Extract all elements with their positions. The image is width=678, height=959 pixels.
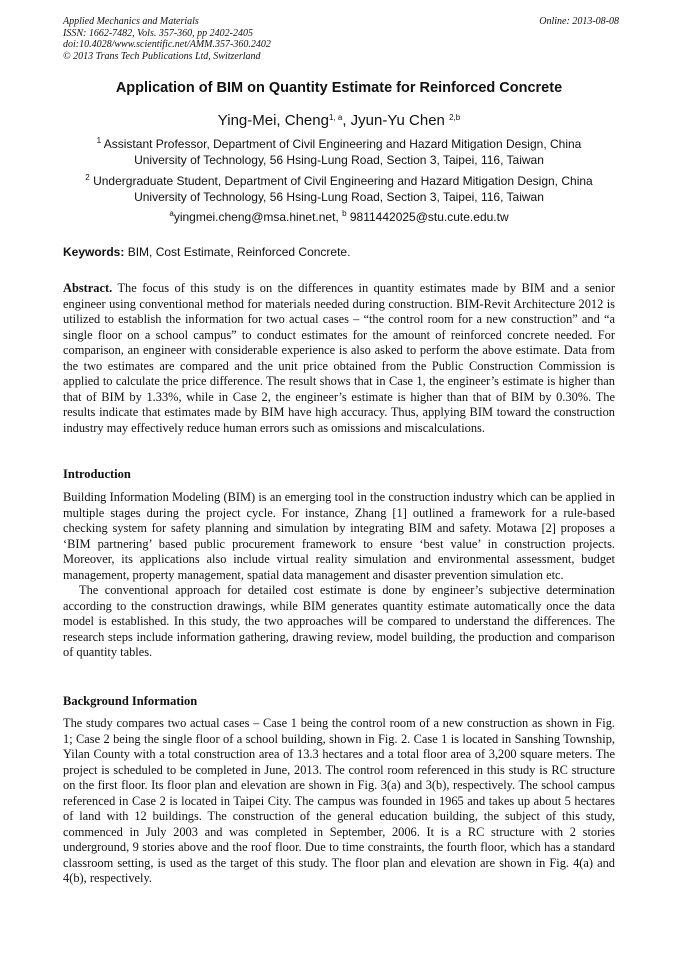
keywords [63, 245, 619, 259]
email-line [63, 210, 615, 224]
affiliation-1 [63, 137, 615, 168]
author-1-mark: 1, a [328, 113, 343, 122]
introduction-body [63, 490, 615, 661]
keywords-text: BIM, Cost Estimate, Reinforced Concrete. [124, 245, 351, 259]
abstract [63, 281, 615, 436]
email-b-mark: b [342, 209, 347, 218]
online-date: Online: 2013-08-08 [539, 16, 619, 27]
background-paragraph-1: The study compares two actual cases – Case 1 being the control room of a new construction as shown in Fig. 1; Case 2 being the single floor of a school building, shown in Fig. 2. Case 1 is located in Sanshing Township, Yilan County with a total construction area of 13.3 hectares and a total floor area of 3,200 square meters. The project is scheduled to be completed in June, 2013. The control room referenced in this study is RC structure on the first floor. Its floor plan and elevation are shown in Fig. 3(a) and 3(b), respectively. The school campus referenced in Case 2 is located in Taipei City. The campus was founded in 1965 and takes up about 5 hectares of land with 12 buildings. The construction of the general education building, the subject of this study, commenced in July 2003 and was completed in September, 2006. It is a RC structure with 2 stories underground, 9 stories above and the roof floor. Due to time constraints, the fourth floor, which has a standard classroom setting, is used as the target of this study. The floor plan and elevation are shown in Fig. 4(a) and 4(b), respectively. [63, 716, 615, 886]
author-2: Jyun-Yu Chen [350, 112, 450, 129]
author-separator: , [342, 112, 351, 129]
abstract-label: Abstract. [63, 281, 113, 295]
keywords-label: Keywords: [63, 245, 125, 259]
author-line [63, 112, 615, 129]
issn-line: ISSN: 1662-7482, Vols. 357-360, pp 2402-2405 [63, 27, 253, 39]
affiliation-1-line-2: University of Technology, 56 Hsing-Lung Road, Section 3, Taipei, 116, Taiwan [134, 152, 544, 167]
affiliation-2-line-1: Undergraduate Student, Department of Civil Engineering and Hazard Mitigation Design, China [89, 174, 593, 188]
author-2-mark: 2,b [449, 113, 461, 122]
journal-name: Applied Mechanics and Materials [63, 16, 199, 27]
copyright-line: © 2013 Trans Tech Publications Ltd, Switzerland [63, 50, 261, 62]
doi-line: doi:10.4028/www.scientific.net/AMM.357-360.2402 [63, 39, 271, 50]
background-body [63, 716, 615, 887]
affiliation-1-mark: 1 [96, 136, 102, 145]
introduction-paragraph-2: The conventional approach for detailed cost estimate is done by engineer’s subjective determination according to the construction drawings, while BIM generates quantity estimate automatically once the data model is established. In this study, the two approaches will be compared to understand the differences. The research steps include information gathering, drawing review, model building, the production and comparison of quantity tables. [63, 583, 615, 660]
affiliation-2 [63, 174, 615, 205]
author-1: Ying-Mei, Cheng [217, 112, 329, 129]
affiliation-2-mark: 2 [85, 173, 90, 182]
email-a: yingmei.cheng@msa.hinet.net, [173, 210, 343, 224]
paper-title: Application of BIM on Quantity Estimate for Reinforced Concrete [115, 80, 563, 96]
email-b: 9811442025@stu.cute.edu.tw [346, 210, 509, 224]
running-header [63, 16, 619, 62]
introduction-paragraph-1: Building Information Modeling (BIM) is an emerging tool in the construction industry which can be applied in multiple stages during the project cycle. For instance, Zhang [1] outlined a framework for a rule-based checking system for safety planning and simulation by integrating BIM and safety. Motawa [2] proposes a ‘BIM partnering’ based public procurement framework to ensure ‘best value’ in construction projects. Moreover, its applications also include virtual reality simulation and environmental assessment, budget management, property management, spatial data management and disaster prevention simulation etc. [63, 490, 615, 582]
affiliation-1-line-1: Assistant Professor, Department of Civil Engineering and Hazard Mitigation Design, China [101, 137, 582, 151]
abstract-text: The focus of this study is on the differences in quantity estimates made by BIM and a senior engineer using conventional method for materials needed during construction. BIM-Revit Architecture 2012 is utilized to establish the information for two actual cases – “the control room for a new construction” and “a single floor on a school campus” to conduct estimates for the amount of reinforced concrete needed. For comparison, an engineer with considerable experience is also asked to perform the above estimate. Data from the two estimates are compared and the unit price obtained from the Public Construction Commission is applied to calculate the price difference. The result shows that in Case 1, the engineer’s estimate is higher than that of BIM by 1.33%, while in Case 2, the engineer’s estimate is higher than that of BIM by 0.30%. The results indicate that estimates made by BIM have high accuracy. Thus, applying BIM toward the construction industry may effectively reduce human errors such as omissions and miscalculations. [63, 281, 615, 435]
affiliation-2-line-2: University of Technology, 56 Hsing-Lung Road, Section 3, Taipei, 116, Taiwan [134, 189, 544, 204]
background-heading: Background Information [63, 694, 198, 708]
email-a-mark: a [169, 209, 174, 218]
introduction-heading: Introduction [63, 467, 131, 481]
